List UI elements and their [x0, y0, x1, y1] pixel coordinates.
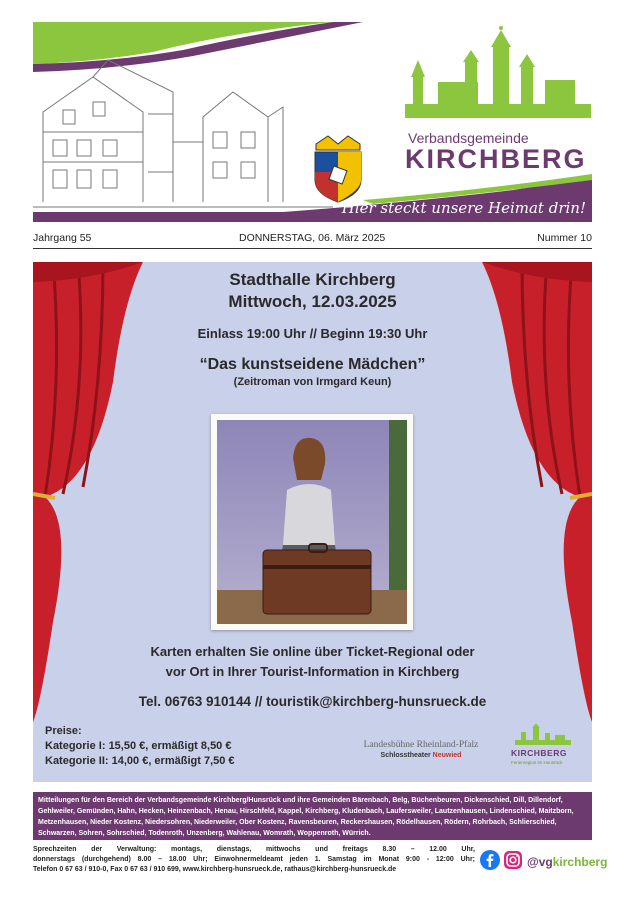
event-title: “Das kunstseidene Mädchen” — [199, 356, 426, 373]
mini-logo-name: KIRCHBERG — [511, 748, 567, 758]
theater-name: Landesbühne Rheinland-Pfalz — [363, 740, 479, 750]
issue-volume: Jahrgang 55 — [33, 232, 92, 244]
office-hours-line-1: Sprechzeiten der Verwaltung: montags, dienstags, mittwochs und freitags 8.30 – 12.00 Uhr, — [33, 846, 475, 853]
prices-block — [45, 724, 235, 769]
town-houses-illustration — [33, 60, 333, 207]
theater-sub-city: Neuwied — [432, 752, 462, 759]
social-handle-prefix: @vg — [527, 855, 553, 869]
social-handle-name: kirchberg — [552, 855, 608, 869]
org-label: Verbandsgemeinde — [408, 130, 529, 146]
price-category-1: Kategorie I: 15,50 €, ermäßigt 8,50 € — [45, 740, 232, 752]
kirchberg-mini-logo — [509, 724, 575, 770]
price-category-2: Kategorie II: 14,00 €, ermäßigt 7,50 € — [45, 755, 235, 767]
mini-city-silhouette-icon — [509, 724, 575, 748]
performance-photo — [211, 414, 413, 630]
office-hours — [33, 845, 475, 875]
facebook-icon[interactable] — [480, 850, 500, 870]
contact-details: Telefon 0 67 63 / 910-0, Fax 0 67 63 / 910 699, www.kirchberg-hunsrueck.de, rathaus@kirchberg-hunsrueck.de — [33, 866, 397, 873]
slogan: Hier steckt unsere Heimat drin! — [341, 199, 586, 217]
event-subtitle: (Zeitroman von Irmgard Keun) — [233, 376, 392, 388]
theater-logo — [359, 740, 483, 759]
city-silhouette-icon — [405, 26, 591, 118]
tickets-line-1: Karten erhalten Sie online über Ticket-Regional oder — [150, 644, 475, 659]
theater-sub — [359, 752, 483, 759]
org-name: KIRCHBERG — [405, 144, 587, 174]
event-venue: Stadthalle Kirchberg — [229, 270, 396, 289]
instagram-icon[interactable] — [503, 850, 523, 870]
office-hours-line-2: donnerstags (durchgehend) 8.00 – 18.00 Uhr; Einwohnermeldeamt jeden 1. Samstag im Monat 9:00 - 12:00 Uhr; — [33, 856, 475, 863]
notice-text: Mitteilungen für den Bereich der Verbandsgemeinde Kirchberg/Hunsrück und ihre Gemeinden Bärenbach, Belg, Büchenbeuren, Dickenschied, Dill, Dillendorf, Gehlweiler, Gemünden, Hahn, Hecken, Heinzenbach, Henau, Hirschfeld, Kappel, Kirchberg, Kludenbach, Laufersweiler, Lautzenhausen, Lindenschied, Maitzborn, Metzenhausen, Nieder Kostenz, Niedersohren, Niederweiler, Ober Kostenz, Ravensbeuren, Reckershausen, Rödelhausen, Rödern, Rohrbach, Schlierschied, Schwarzen, Sohren, Sohrschied, Todenroth, Unzenberg, Wahlenau, Womrath, Woppenroth, Würrich. — [38, 797, 574, 837]
social-handle[interactable] — [527, 855, 607, 869]
actress-image — [217, 420, 407, 624]
event-date: Mittwoch, 12.03.2025 — [228, 292, 397, 311]
issue-line — [33, 228, 592, 249]
tickets-line-2: vor Ort in Ihrer Tourist-Information in Kirchberg — [165, 664, 460, 679]
contact-line: Tel. 06763 910144 // touristik@kirchberg-hunsrueck.de — [138, 694, 487, 709]
municipalities-notice — [33, 792, 592, 840]
masthead — [33, 22, 592, 222]
event-times: Einlass 19:00 Uhr // Beginn 19:30 Uhr — [197, 326, 428, 341]
coat-of-arms-icon — [315, 136, 361, 202]
prices-heading: Preise: — [45, 725, 82, 737]
theater-sub-prefix: Schlosstheater — [380, 752, 431, 759]
masthead-graphic — [33, 22, 592, 222]
event-poster — [33, 262, 592, 782]
issue-number: Nummer 10 — [537, 232, 592, 244]
issue-date: DONNERSTAG, 06. März 2025 — [239, 232, 386, 244]
mini-logo-sub: Ferienregion im Hunsrück — [511, 760, 563, 765]
